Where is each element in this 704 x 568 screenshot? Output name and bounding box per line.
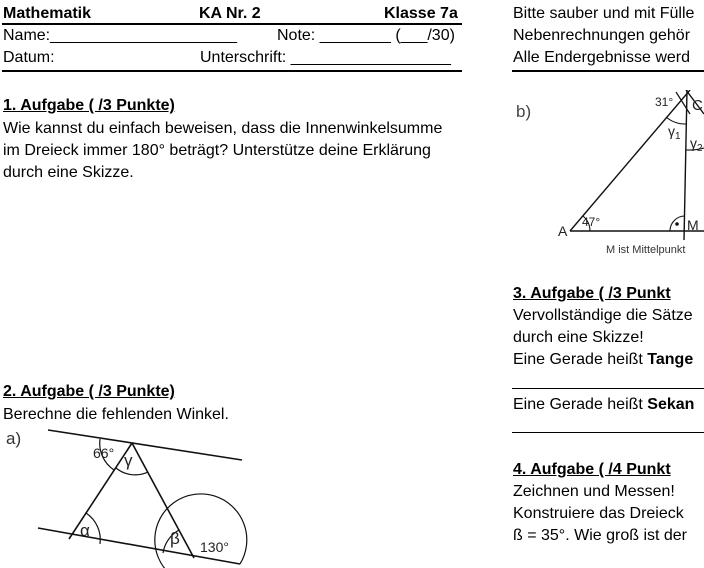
- triangle-figure-b: [510, 90, 704, 260]
- task4-line-3: ß = 35°. Wie groß ist der: [513, 527, 688, 544]
- header-divider-top: [2, 23, 462, 25]
- side-ac: [570, 90, 690, 231]
- task1-line-1: Wie kannst du einfach beweisen, dass die Innenwinkelsumme: [3, 120, 443, 137]
- instructions-divider: [512, 70, 704, 72]
- tangent-sentence: [513, 350, 693, 370]
- figure-b-label: b): [516, 102, 532, 121]
- angle-label-gamma: γ: [124, 451, 133, 470]
- test-number-label: KA Nr. 2: [199, 5, 261, 22]
- right-angle-dot: [675, 222, 679, 226]
- task1-line-3: durch eine Skizze.: [3, 164, 134, 181]
- subject-label: Mathematik: [3, 5, 92, 22]
- task1-line-2: im Dreieck immer 180° beträgt? Unterstütze deine Erklärung: [3, 142, 431, 159]
- tangent-term: Tange: [647, 351, 694, 368]
- upper-line: [48, 430, 242, 460]
- task4-title: 4. Aufgabe ( /4 Punkt: [513, 461, 671, 478]
- header-divider-bottom: [2, 70, 462, 72]
- angle-label-47: 47°: [582, 215, 601, 229]
- angle-label-66: 66°: [93, 445, 115, 461]
- task3-line-1: Vervollständige die Sätze: [513, 307, 693, 324]
- gamma2-label: $\gamma_2$: [690, 135, 703, 154]
- secant-sentence: [513, 395, 694, 415]
- secant-answer-line: [512, 432, 704, 433]
- angle-label-130: 130°: [200, 539, 229, 555]
- instruction-line-1: Bitte sauber und mit Fülle: [513, 5, 695, 22]
- figure-a-label: a): [6, 429, 22, 448]
- point-m-label: M: [687, 217, 699, 233]
- tangent-answer-line: [512, 388, 704, 389]
- date-field-label: Datum:: [3, 49, 55, 66]
- task3-title: 3. Aufgabe ( /3 Punkt: [513, 285, 671, 302]
- task3-line-2: durch eine Skizze!: [513, 329, 644, 346]
- angle-label-alpha: α: [80, 521, 90, 540]
- secant-term: Sekan: [647, 396, 695, 413]
- secant-prefix: Eine Gerade heißt: [513, 396, 648, 413]
- gamma1-label: $\gamma_1$: [668, 123, 681, 142]
- task4-line-2: Konstruiere das Dreieck: [513, 505, 684, 522]
- angle-label-31: 31°: [655, 95, 674, 109]
- grade-field-label: Note: ________ (___/30): [277, 27, 455, 44]
- signature-field-label: Unterschrift: __________________: [200, 49, 451, 66]
- instruction-line-3: Alle Endergebnisse werd: [513, 49, 690, 66]
- point-a-label: A: [558, 223, 568, 239]
- name-field-label: Name:_____________________: [3, 27, 237, 44]
- task1-title: 1. Aufgabe ( /3 Punkte): [3, 97, 175, 114]
- triangle-side-right: [132, 443, 194, 558]
- triangle-figure-a: [0, 424, 260, 568]
- task2-instruction: Berechne die fehlenden Winkel.: [3, 406, 229, 423]
- task4-line-1: Zeichnen und Messen!: [513, 483, 675, 500]
- instruction-line-2: Nebenrechnungen gehör: [513, 27, 691, 44]
- tangent-prefix: Eine Gerade heißt: [513, 351, 648, 368]
- class-label: Klasse 7a: [384, 5, 458, 22]
- angle-label-beta: β: [170, 529, 180, 548]
- task2-title: 2. Aufgabe ( /3 Punkte): [3, 383, 175, 400]
- midpoint-caption: M ist Mittelpunkt: [606, 244, 686, 256]
- point-c-label: C: [692, 97, 703, 114]
